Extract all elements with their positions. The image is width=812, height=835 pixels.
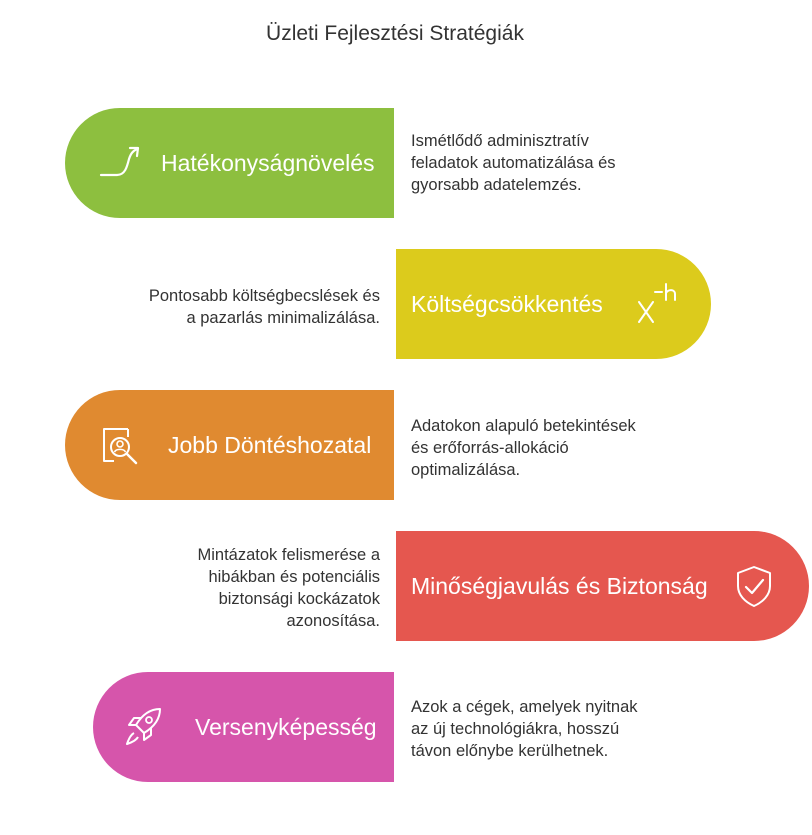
document-search-person-icon bbox=[96, 421, 144, 469]
strategy-label: Költségcsökkentés bbox=[411, 290, 603, 317]
strategy-pill-competitiveness bbox=[93, 672, 394, 782]
x-power-minus-h-icon bbox=[631, 280, 679, 328]
strategy-description: Pontosabb költségbecslések és a pazarlás minimalizálása. bbox=[148, 287, 380, 327]
strategy-pill-quality-security bbox=[396, 531, 809, 641]
trend-up-arrow-icon bbox=[97, 139, 145, 187]
page-title: Üzleti Fejlesztési Stratégiák bbox=[266, 22, 524, 45]
strategy-pill-efficiency bbox=[65, 108, 394, 218]
strategy-description: Ismétlődő adminisztratív feladatok automatizálása és gyorsabb adatelemzés. bbox=[411, 132, 616, 194]
strategy-label: Versenyképesség bbox=[195, 713, 377, 740]
strategy-description: Adatokon alapuló betekintések és erőforrás-allokáció optimalizálása. bbox=[411, 417, 636, 479]
rocket-icon bbox=[120, 703, 168, 751]
strategy-description: Azok a cégek, amelyek nyitnak az új technológiákra, hosszú távon előnybe kerülhetnek. bbox=[411, 698, 638, 760]
strategy-pill-decision-making bbox=[65, 390, 394, 500]
strategy-label: Minőségjavulás és Biztonság bbox=[411, 572, 708, 599]
strategy-label: Jobb Döntéshozatal bbox=[168, 431, 372, 458]
strategy-description: Mintázatok felismerése a hibákban és potenciális biztonsági kockázatok azonosítása. bbox=[197, 546, 380, 630]
strategy-label: Hatékonyságnövelés bbox=[161, 149, 375, 176]
shield-check-icon bbox=[730, 562, 778, 610]
strategy-pill-cost-reduction bbox=[396, 249, 711, 359]
